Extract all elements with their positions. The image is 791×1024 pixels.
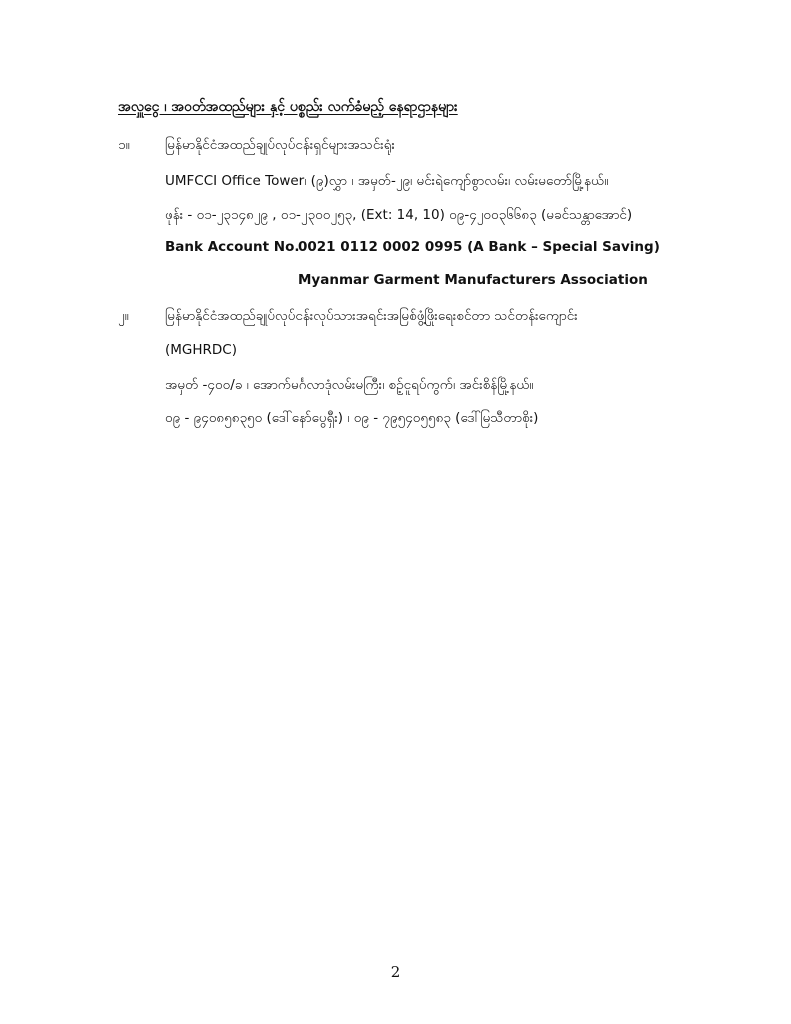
entry-1-address: UMFCCI Office Tower၊ (၉)လွှာ ၊ အမှတ်-၂၉၊ မင်းရဲကျော်စွာလမ်း၊ လမ်းမတော်မြို့နယ်။	[165, 173, 609, 189]
entry-2-name: မြန်မာနိုင်ငံအထည်ချုပ်လုပ်ငန်းလုပ်သားအရင်းအမြစ်ဖွံ့ဖြိုးရေးစင်တာ သင်တန်းကျောင်း	[165, 308, 578, 324]
entry-2-address: အမှတ် -၄၀၀/ခ ၊ အောက်မင်္ဂလာဒုံလမ်းမကြီး၊ စဉ့်ငူရပ်ကွက်၊ အင်းစိန်မြို့နယ်။	[165, 377, 534, 393]
entry-1-account-name: Myanmar Garment Manufacturers Association	[298, 272, 648, 288]
entry-1-number: ၁။	[118, 137, 130, 153]
entry-2-phone: ၀၉ - ၉၄၀၈၅၈၃၅၀ (ဒေါ်နော်ပွေရှီး) ၊ ၀၉ - ၇၉၅၄၀၅၅၈၃ (ဒေါ်မြသီတာစိုး)	[165, 410, 539, 426]
entry-2-abbreviation: (MGHRDC)	[165, 342, 237, 358]
page-number: 2	[390, 963, 401, 981]
entry-1-phone: ဖုန်း - ၀၁-၂၃၁၄၈၂၉ , ၀၁-၂၃၀၀၂၅၃, (Ext: 14, 10) ၀၉-၄၂၀၀၃၆၆၈၃ (မခင်သန္တာအောင်)	[165, 207, 633, 223]
entry-1-bank-value: 0021 0112 0002 0995 (A Bank – Special Saving)	[298, 239, 660, 255]
entry-1-name: မြန်မာနိုင်ငံအထည်ချုပ်လုပ်ငန်းရှင်များအသင်းရုံး	[165, 137, 395, 153]
section-heading: အလှူငွေ ၊ အဝတ်အထည်များ နှင့် ပစ္စည်း လက်ခံမည့် နေရာဌာနများ	[118, 99, 458, 115]
entry-1-bank-label: Bank Account No.	[165, 239, 300, 255]
entry-2-number: ၂။	[118, 308, 129, 324]
